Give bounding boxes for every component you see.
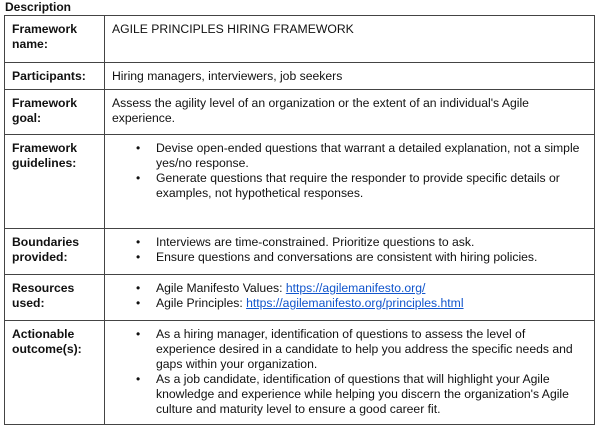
- participants-label: Participants:: [5, 63, 105, 90]
- bullet-icon: •: [136, 372, 141, 386]
- actionable-outcomes-label: Actionable outcome(s):: [5, 321, 105, 425]
- boundary-text: Ensure questions and conversations are consistent with hiring policies.: [156, 250, 538, 264]
- row-actionable-outcomes: [5, 321, 595, 425]
- list-item: [136, 327, 588, 372]
- outcome-text: As a job candidate, identification of questions that will highlight your Agile knowledge and experience while helping you discern the organization's Agile culture and maturity level to ensure a good career fit.: [156, 372, 569, 416]
- framework-table: [4, 15, 595, 425]
- framework-name-label: Framework name:: [5, 16, 105, 63]
- list-item: [136, 171, 588, 201]
- boundaries-list: [112, 235, 588, 265]
- actionable-outcomes-value: [105, 321, 595, 425]
- resources-used-label: Resources used:: [5, 275, 105, 321]
- bullet-icon: •: [136, 250, 141, 264]
- row-framework-name: [5, 16, 595, 63]
- framework-goal-value: Assess the agility level of an organization or the extent of an individual's Agile experience.: [105, 90, 595, 135]
- bullet-icon: •: [136, 296, 141, 310]
- list-item: [136, 141, 588, 171]
- row-framework-guidelines: [5, 135, 595, 229]
- boundaries-provided-label: Boundaries provided:: [5, 229, 105, 275]
- list-item: [136, 235, 588, 250]
- list-item: [136, 296, 588, 311]
- framework-name-value: AGILE PRINCIPLES HIRING FRAMEWORK: [105, 16, 595, 63]
- resource-prefix: Agile Principles:: [156, 296, 247, 310]
- outcomes-list: [112, 327, 588, 417]
- agile-manifesto-values-link[interactable]: https://agilemanifesto.org/: [285, 281, 426, 295]
- row-boundaries-provided: [5, 229, 595, 275]
- agile-principles-link[interactable]: https://agilemanifesto.org/principles.html: [246, 296, 464, 310]
- row-resources-used: [5, 275, 595, 321]
- resources-list: [112, 281, 588, 311]
- framework-guidelines-label: Framework guidelines:: [5, 135, 105, 229]
- boundary-text: Interviews are time-constrained. Prioritize questions to ask.: [156, 235, 475, 249]
- bullet-icon: •: [136, 281, 141, 295]
- bullet-icon: •: [136, 141, 141, 155]
- outcome-text: As a hiring manager, identification of questions to assess the level of experience desired in a candidate to help you address the specific needs and gaps within your organization.: [156, 327, 573, 371]
- guidelines-list: [112, 141, 588, 201]
- framework-guidelines-value: [105, 135, 595, 229]
- list-item: [136, 250, 588, 265]
- bullet-icon: •: [136, 235, 141, 249]
- guideline-text: Generate questions that require the responder to provide specific details or examples, not hypothetical responses.: [156, 171, 560, 200]
- row-participants: [5, 63, 595, 90]
- row-framework-goal: [5, 90, 595, 135]
- list-item: [136, 281, 588, 296]
- participants-value: Hiring managers, interviewers, job seekers: [105, 63, 595, 90]
- resource-prefix: Agile Manifesto Values:: [156, 281, 286, 295]
- guideline-text: Devise open-ended questions that warrant a detailed explanation, not a simple yes/no response.: [156, 141, 580, 170]
- bullet-icon: •: [136, 327, 141, 341]
- framework-goal-label: Framework goal:: [5, 90, 105, 135]
- boundaries-provided-value: [105, 229, 595, 275]
- resources-used-value: [105, 275, 595, 321]
- description-heading: Description: [5, 0, 72, 14]
- list-item: [136, 372, 588, 417]
- bullet-icon: •: [136, 171, 141, 185]
